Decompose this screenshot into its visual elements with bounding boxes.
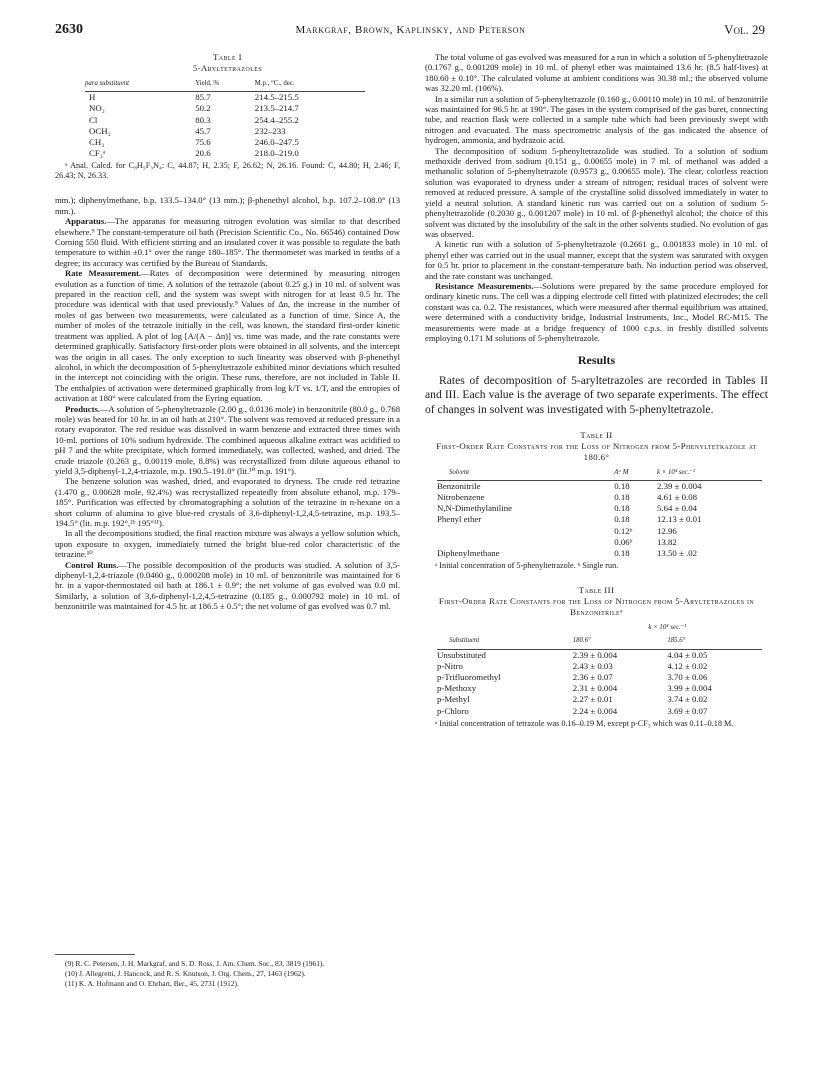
table2-header-row — [437, 467, 762, 481]
paragraph-sodium-tetrazolide: The decomposition of sodium 5-phenyltetrazolide was studied. To a solution of sodium methoxide derived from sodium (0.151 g., 0.00655 mole) in 7 ml. of methanol was added a methanolic solution of 5-phenyltetrazole (0.9573 g., 0.00655 mole). The clear, colorless reaction solution was evaporated to dryness under a stream of nitrogen; residual traces of solvent were removed at reduced pressure. A sample of the crystalline solid dissolved immediately in water to yield a neutral solution. A standard kinetic run was carried out on a solution of sodium 5-phenyltetrazolide (0.2030 g., 0.001207 mole) in 10 ml. of β-phenethyl alcohol; the choice of this solvent was dictated by the insolubility of the salt in the other solvents studied. No evolution of gas was observed. — [425, 145, 768, 239]
table-row — [437, 537, 762, 548]
footnote-9: (9) R. C. Petersen, J. H. Markgraf, and S. D. Ross, J. Am. Chem. Soc., 83, 3819 (1961). — [65, 959, 325, 968]
table2-cell-a: 0.06ᵇ — [614, 536, 633, 547]
table1-col-substituent: para substituent — [85, 78, 195, 92]
heading-rate-measurement: Rate Measurement. — [65, 268, 142, 279]
table-row — [437, 526, 762, 537]
heading-control-runs: Control Runs. — [65, 559, 119, 570]
table1-cell-mp: 254.4–255.2 — [254, 114, 299, 125]
table3-cell-b: 3.69 ± 0.07 — [667, 705, 708, 716]
table-row — [437, 706, 762, 717]
results-heading: Results — [577, 353, 616, 368]
table2-cell-solvent: Nitrobenzene — [437, 491, 485, 502]
table-row — [437, 492, 762, 503]
table2-cell-k: 4.61 ± 0.08 — [657, 491, 698, 502]
footnote-rule — [55, 954, 135, 955]
table3-label: Table III — [578, 585, 615, 596]
table1-title: 5-Aryltetrazoles — [192, 63, 263, 73]
table1 — [85, 78, 365, 159]
table-row — [85, 148, 365, 159]
table3-col-substituent: Substituent — [437, 635, 573, 649]
table1-cell-sub: H — [89, 92, 96, 103]
table-row — [85, 92, 365, 104]
footnotes — [55, 954, 400, 989]
paragraph-rate — [55, 268, 400, 403]
table2-cell-a: 0.12ᵇ — [614, 525, 633, 536]
volume-label: Vol. 29 — [724, 22, 765, 37]
table2-label: Table II — [580, 429, 613, 440]
table3-title: First-Order Rate Constants for the Loss of Nitrogen from 5-Aryltetrazoles in Benzonitrileᵃ — [438, 596, 755, 618]
table3-col-180: 180.6° — [573, 635, 668, 649]
table2-cell-a: 0.18 — [614, 491, 630, 502]
table3-cell-b: 4.12 ± 0.02 — [667, 660, 708, 671]
table3-cell-sub: p-Methyl — [437, 694, 470, 705]
table1-cell-yield: 75.6 — [195, 137, 211, 148]
table2-cell-k: 12.96 — [657, 525, 677, 536]
table1-cell-yield: 50.2 — [195, 103, 211, 114]
table1-cell-sub: NO₂ — [89, 103, 105, 114]
table1-cell-yield: 20.6 — [195, 148, 211, 159]
table3-cell-b: 4.04 ± 0.05 — [667, 649, 708, 660]
text-products: —A solution of 5-phenyltetrazole (2.00 g., 0.0136 mole) in benzonitrile (80.0 g., 0.768 mole) was heated for 10 hr. in an oil bath at 210°. The solvent was removed at reduced pressure in a rotary evaporator. The red residue was dissolved in warm benzene and extracted three times with 10-ml. portions of 10% sodium hydroxide. The combined aqueous alkaline extract was acidified to pH 7 and the white precipitate, which formed immediately, was collected, washed, and dried. The crude triazole (0.263 g., 0.00119 mole, 8.8%) was recrystallized from dilute aqueous ethanol to yield 3,5-diphenyl-1,2,4-triazole, m.p. 190.5–191.0° (lit.¹⁰ m.p. 191°). — [55, 403, 400, 476]
paragraph-oxygen-run: A kinetic run with a solution of 5-phenyltetrazole (0.2661 g., 0.001833 mole) in 10 ml. of phenyl ether was carried out in the usual manner, except that the system was saturated with oxygen for 0.5 hr. prior to placement in the constant-temperature bath. No induction period was observed, and the rate constant was unchanged. — [425, 239, 768, 281]
table3-cell-sub: p-Chloro — [437, 705, 469, 716]
paragraph-control — [55, 560, 400, 612]
table2-cell-a: 0.18 — [614, 514, 630, 525]
footnote-11: (11) K. A. Hofmann and O. Ehrhart, Ber., 45, 2731 (1912). — [65, 979, 239, 988]
table3-col-185: 185.6° — [667, 635, 762, 649]
table1-header-row — [85, 78, 365, 92]
table3-cell-sub: p-Nitro — [437, 660, 463, 671]
table-row — [437, 683, 762, 694]
table2-cell-solvent: Phenyl ether — [437, 514, 482, 525]
table3-footnote: ᵃ Initial concentration of tetrazole was 0.16–0.19 M, except p-CF₃ which was 0.11–0.18 M. — [435, 718, 734, 728]
table1-cell-mp: 214.5–215.5 — [254, 92, 299, 103]
table2 — [437, 467, 762, 560]
heading-resistance: Resistance Measurements. — [435, 280, 534, 291]
table3-cell-a: 2.31 ± 0.004 — [572, 683, 618, 694]
paragraph-similar-run: In a similar run a solution of 5-phenyltetrazole (0.160 g., 0.00110 mole) in 10 ml. of benzonitrile was maintained for 96.5 hr. at 190°. The gases in the system comprised of the gas buret, connecting tube, and reaction flask were collected in a sample tube which had been previously swept with nitrogen and evacuated. The mass spectrometric analysis of the gas indicated the absence of hydrogen, ammonia, and hydrazoic acid. — [425, 93, 768, 146]
table-row — [437, 548, 762, 559]
table1-cell-yield: 80.3 — [195, 114, 211, 125]
table1-cell-sub: CH₃ — [89, 137, 105, 148]
table3-cell-a: 2.24 ± 0.004 — [572, 705, 618, 716]
table-row — [437, 514, 762, 525]
table1-cell-sub: CF₃ᵃ — [89, 148, 106, 159]
table2-cell-k: 5.64 ± 0.04 — [657, 503, 698, 514]
table1-cell-mp: 232–233 — [254, 125, 286, 136]
table2-col-a: Aᵃ M — [614, 467, 657, 481]
table2-title: First-Order Rate Constants for the Loss of Nitrogen from 5-Phenyltetrazole at 180.6° — [436, 440, 757, 462]
heading-apparatus: Apparatus. — [65, 216, 107, 227]
table3 — [437, 622, 762, 717]
table2-cell-solvent: Diphenylmethane — [437, 547, 500, 558]
text-apparatus: —The apparatus for measuring nitrogen evolution was similar to that described elsewhere.⁹ The constant-temperature oil bath (Precision Scientific Co., No. 66546) contained Dow Corning 550 fluid. With efficient stirring and an insulated cover it was possible to regulate the bath temperature to within ±0.1° over the range 180–185°. The thermometer was marked in tenths of a degree; its accuracy was certified by the Bureau of Standards. — [55, 216, 400, 268]
table3-super-header: k × 10⁴ sec.⁻¹ — [648, 624, 687, 632]
table1-cell-yield: 85.7 — [195, 92, 211, 103]
text-resistance: —Solutions were prepared by the same procedure employed for ordinary kinetic runs. The cell was a dipping electrode cell fitted with platinized electrodes; the cell constant was ca. 0.2. The resistances, which were measured after thermal equilibrium was attained, were determined with a conductivity bridge, Industrial Instruments, Inc., Model RC-M15. The measurements were made at a bridge frequency of 1000 c.p.s. in freshly distilled solvents employing 0.171 M solutions of 5-phenyltetrazole. — [425, 280, 768, 343]
table3-cell-a: 2.43 ± 0.03 — [572, 660, 613, 671]
table1-cell-yield: 45.7 — [195, 125, 211, 136]
table2-cell-solvent — [437, 526, 614, 537]
table3-cell-a: 2.27 ± 0.01 — [572, 694, 613, 705]
table2-col-solvent: Solvent — [437, 467, 614, 481]
table3-cell-a: 2.36 ± 0.07 — [572, 672, 613, 682]
table-row — [437, 661, 762, 672]
paragraph-benzene: The benzene solution was washed, dried, and evaporated to dryness. The crude red tetrazine (1.470 g., 0.00628 mole, 92.4%) was recrystallized repeatedly from absolute ethanol, m.p. 179–185°. Purification was effected by chromatographing a solution of the tetrazine in n-hexane on a short column of alumina to give blue-red crystals of 3,6-diphenyl-1,2,4,5-tetrazine, m.p. 193.5–194.5° (lit. m.p. 192°,²ᵇ 195°¹¹). — [55, 476, 400, 529]
table1-label: Table I — [213, 52, 242, 62]
table1-col-mp: M.p., °C., dec. — [255, 78, 365, 92]
paragraph-solvents: mm.); diphenylmethane, b.p. 133.5–134.0° (13 mm.); β-phenethyl alcohol, b.p. 107.2–108.0° (13 mm.). — [55, 195, 400, 216]
table1-footnote: ᵃ Anal. Calcd. for C₈H₅F₃N₄: C, 44.87; H, 2.35; F, 26.62; N, 26.16. Found: C, 44.80; H, 2.46; F, 26.43; N, 26.33. — [55, 161, 400, 181]
table3-header-row — [437, 635, 762, 649]
table2-col-k: k × 10⁴ sec.⁻¹ — [657, 467, 762, 481]
table-row — [437, 694, 762, 705]
table-row — [437, 672, 762, 683]
heading-products: Products. — [65, 403, 100, 414]
paragraph-all-decompositions: In all the decompositions studied, the final reaction mixture was always a yellow solution which, upon exposure to oxygen, immediately turned the bright blue-red color characteristic of the tetrazine.¹⁰ — [55, 528, 400, 560]
table1-cell-mp: 213.5–214.7 — [254, 103, 299, 114]
paragraph-products — [55, 404, 400, 477]
table-row — [437, 649, 762, 661]
left-column — [55, 52, 400, 612]
table2-cell-k: 13.50 ± .02 — [657, 547, 698, 558]
table3-cell-sub: p-Trifluoromethyl — [437, 672, 501, 682]
table-row — [85, 126, 365, 137]
text-control: —The possible decomposition of the products was studied. A solution of 3,5-diphenyl-1,2,4-triazole (0.0460 g., 0.000208 mole) in 10 ml. of benzonitrile was maintained for 6 hr. in a vapor-thermostated oil bath at 186.1 ± 0.9°; the net volume of gas evolved was 0.0 ml. Similarly, a solution of 3,6-diphenyl-1,2,4,5-tetrazine (0.185 g., 0.000792 mole) in 10 ml. of benzonitrile was maintained for 4.5 hr. at 186.5 ± 0.5°; the net volume of gas evolved was 0.7 ml. — [55, 559, 400, 612]
table2-cell-a: 0.18 — [614, 480, 630, 491]
table2-cell-k: 12.13 ± 0.01 — [657, 514, 702, 525]
table2-footnote: ᵃ Initial concentration of 5-phenyltetrazole. ᵇ Single run. — [435, 561, 619, 571]
table3-cell-b: 3.70 ± 0.06 — [667, 672, 708, 682]
results-paragraph: Rates of decomposition of 5-aryltetrazoles are recorded in Tables II and III. Each value is the average of two separate experiments. The effect of changes in solvent was investigated with 5-phenyltetrazole. — [425, 373, 768, 416]
right-column — [425, 52, 768, 729]
table-row — [85, 115, 365, 126]
footnote-10: (10) J. Allegretti, J. Hancock, and R. S. Knutson, J. Org. Chem., 27, 1463 (1962). — [65, 969, 306, 978]
table-row — [85, 137, 365, 148]
running-title: Markgraf, Brown, Kaplinsky, and Peterson — [295, 24, 526, 36]
table1-cell-sub: OCH₃ — [89, 125, 111, 136]
table2-cell-solvent: N,N-Dimethylaniline — [437, 503, 513, 514]
table2-cell-solvent — [437, 537, 614, 548]
table1-cell-sub: Cl — [89, 114, 98, 125]
table3-cell-b: 3.99 ± 0.004 — [667, 683, 712, 694]
table2-cell-a: 0.18 — [614, 503, 630, 514]
table3-super-header-row — [437, 622, 762, 635]
paragraph-total-volume: The total volume of gas evolved was measured for a run in which a solution of 5-phenyltetrazole (0.1767 g., 0.001209 mole) in 10 ml. of phenyl ether was maintained 13.6 hr. (8.5 half-lives) at 180.60 ± 0.10°. The calculated volume at ambient conditions was 30.38 ml.; the observed volume was 32.20 ml. (106%). — [425, 52, 768, 94]
table2-cell-solvent: Benzonitrile — [437, 480, 481, 491]
table2-cell-a: 0.18 — [614, 547, 630, 558]
table3-cell-sub: Unsubstituted — [437, 649, 486, 660]
text-rate: —Rates of decomposition were determined by measuring nitrogen evolution as a function of time. A solution of the tetrazole (about 0.25 g.) in 10 ml. of solvent was prepared in the reaction cell, and the system was swept with nitrogen for at least 0.5 hr. The procedure was identical with that used previously.⁹ Values of Δn, the increase in the number of moles of gas between two measurements, were calculated as a function of time. Since A, the number of moles of the tetrazole initially in the cell, was known, the standard first-order kinetic treatment was applied. A plot of log [A/(A − Δn)] vs. time was made, and the rate constants were determined graphically. Satisfactory first-order plots were obtained in all solvents, and the intercept was the origin in all cases. The only exception to such linearity was observed with β-phenethyl alcohol, in which the decomposition of 5-phenyltetrazole exhibited minor deviations which resulted in the intercept not coinciding with the origin. These runs, therefore, are not included in Table II. The enthalpies of activation were determined graphically from log k/T vs. 1/T, and the entropies of activation at 180° were calculated from the Eyring equation. — [55, 268, 400, 404]
page-number: 2630 — [55, 22, 83, 37]
paragraph-apparatus — [55, 216, 400, 268]
table2-cell-k: 2.39 ± 0.004 — [657, 480, 702, 491]
table-row — [85, 103, 365, 114]
table2-cell-k: 13.82 — [657, 536, 677, 547]
table1-col-yield: Yield, % — [195, 78, 255, 92]
table1-cell-mp: 246.0–247.5 — [254, 137, 299, 148]
paragraph-resistance — [425, 281, 768, 343]
table1-cell-mp: 218.0–219.0 — [254, 148, 299, 159]
table-row — [437, 480, 762, 492]
table-row — [437, 503, 762, 514]
table3-cell-b: 3.74 ± 0.02 — [667, 694, 708, 705]
table3-cell-a: 2.39 ± 0.004 — [572, 649, 618, 660]
table3-cell-sub: p-Methoxy — [437, 683, 477, 694]
